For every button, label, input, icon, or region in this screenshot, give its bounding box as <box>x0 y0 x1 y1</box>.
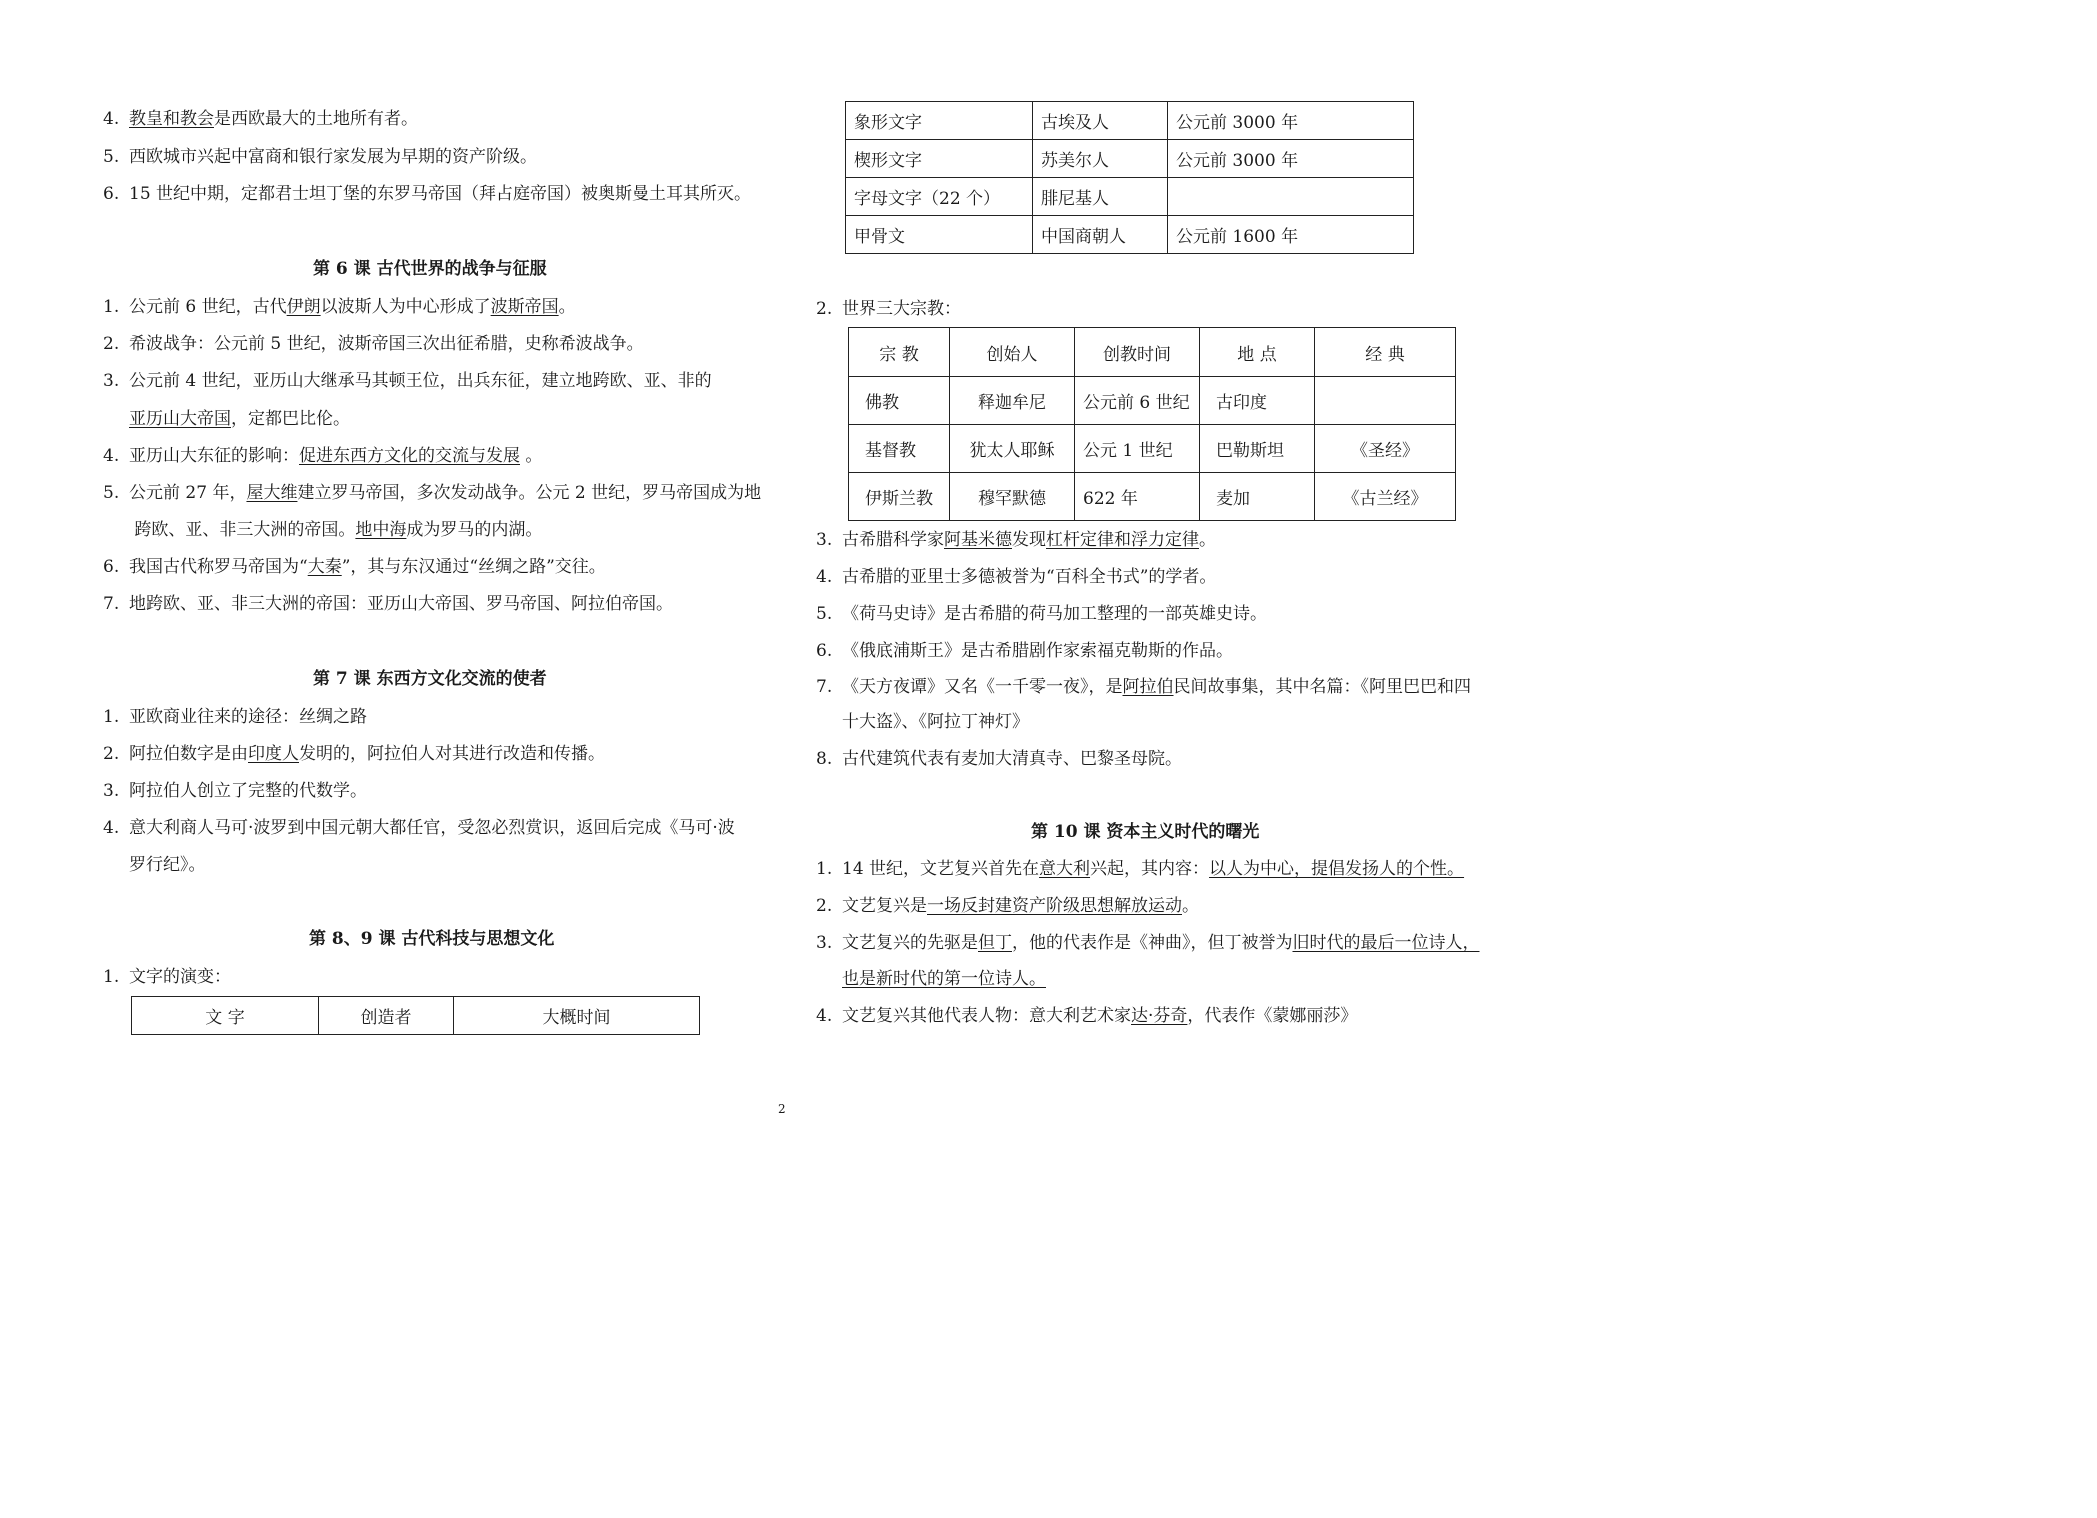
item-text: 兴起，其内容： <box>1090 859 1210 879</box>
item-number: 2. <box>103 334 120 354</box>
list-item <box>816 895 1199 917</box>
table-cell: 释迦牟尼 <box>950 377 1075 425</box>
item-text: ”，其与东汉通过“丝绸之路”交往。 <box>341 557 606 577</box>
list-item <box>103 445 542 467</box>
list-item <box>816 711 1029 733</box>
table-cell: 古埃及人 <box>1033 102 1168 140</box>
item-text: 公元前 6 世纪，古代 <box>129 297 287 317</box>
table-cell: 字母文字（22 个） <box>846 178 1033 216</box>
table-row <box>849 473 1456 521</box>
religion-table <box>848 327 1456 521</box>
item-text: 我国古代称罗马帝国为“ <box>129 557 308 577</box>
underlined-key-term: 达·芬奇 <box>1131 1006 1188 1026</box>
item-text: ，代表作《蒙娜丽莎》 <box>1187 1006 1358 1026</box>
header-cell: 创教时间 <box>1075 328 1200 377</box>
item-number: 2. <box>103 744 120 764</box>
list-item <box>816 566 1216 588</box>
item-number: 7. <box>816 677 833 697</box>
item-text: 文艺复兴其他代表人物：意大利艺术家 <box>842 1006 1131 1026</box>
table-cell: 《古兰经》 <box>1315 473 1456 521</box>
underlined-key-term: 也是新时代的第一位诗人。 <box>842 969 1046 989</box>
item-number: 5. <box>816 604 833 624</box>
table-cell: 腓尼基人 <box>1033 178 1168 216</box>
item-text: 公元前 27 年， <box>129 483 247 503</box>
table-cell: 公元前 3000 年 <box>1168 140 1414 178</box>
table-header-row <box>849 328 1456 377</box>
list-item <box>816 858 1464 880</box>
list-item <box>103 408 350 430</box>
item-number: 3. <box>103 371 120 391</box>
item-text: 公元前 4 世纪，亚历山大继承马其顿王位，出兵东征，建立地跨欧、亚、非的 <box>129 371 712 391</box>
table-cell: 中国商朝人 <box>1033 216 1168 254</box>
writing-table-header <box>131 996 700 1035</box>
item-text: 发明的，阿拉伯人对其进行改造和传播。 <box>299 744 605 764</box>
underlined-key-term: 大秦 <box>307 557 342 577</box>
heading-lesson-8-9: 第 8、9 课 古代科技与思想文化 <box>309 929 555 949</box>
item-number: 3. <box>816 530 833 550</box>
list-item <box>103 743 605 765</box>
table-cell: 基督教 <box>849 425 950 473</box>
table-cell: 公元前 1600 年 <box>1168 216 1414 254</box>
item-number: 8. <box>816 749 833 769</box>
underlined-key-term: 意大利 <box>1039 859 1091 879</box>
list-item <box>103 556 606 578</box>
item-number: 1. <box>103 967 120 987</box>
item-text: 十大盗》、《阿拉丁神灯》 <box>842 712 1029 732</box>
item-text: 希波战争：公元前 5 世纪，波斯帝国三次出征希腊，史称希波战争。 <box>129 334 644 354</box>
list-item <box>103 333 644 355</box>
underlined-key-term: 旧时代的最后一位诗人， <box>1292 933 1480 953</box>
list-item <box>816 603 1267 625</box>
table-row <box>846 178 1414 216</box>
item-text: 世界三大宗教： <box>842 299 961 319</box>
page-number: 2 <box>778 1102 786 1116</box>
underlined-key-term: 地中海 <box>355 520 407 540</box>
list-item <box>103 183 751 205</box>
underlined-key-term: 以人为中心，提倡发扬人的个性。 <box>1209 859 1465 879</box>
item-number: 1. <box>816 859 833 879</box>
table-cell <box>1315 377 1456 425</box>
item-text: 成为罗马的内湖。 <box>406 520 543 540</box>
list-item <box>103 780 367 802</box>
writing-table <box>845 101 1414 254</box>
table-row <box>849 425 1456 473</box>
item-text: ，他的代表作是《神曲》，但丁被誉为 <box>1012 933 1293 953</box>
underlined-key-term: 屋大维 <box>246 483 298 503</box>
heading-lesson-7: 第 7 课 东西方文化交流的使者 <box>313 669 547 689</box>
item-text: 。 <box>1182 896 1199 916</box>
list-item <box>816 676 1471 698</box>
item-number: 1. <box>103 297 120 317</box>
item-text: 文艺复兴是 <box>842 896 927 916</box>
item-text: 罗行纪》。 <box>129 855 206 875</box>
item-text: 古代建筑代表有麦加大清真寺、巴黎圣母院。 <box>842 749 1182 769</box>
underlined-key-term: 亚历山大帝国 <box>129 409 231 429</box>
item-number: 4. <box>816 1006 833 1026</box>
item-number: 5. <box>103 147 120 167</box>
item-text: 15 世纪中期，定都君士坦丁堡的东罗马帝国（拜占庭帝国）被奥斯曼土耳其所灭。 <box>129 184 752 204</box>
table-cell: 伊斯兰教 <box>849 473 950 521</box>
header-cell: 创造者 <box>319 997 454 1035</box>
item-text: 亚欧商业往来的途径：丝绸之路 <box>129 707 367 727</box>
table-cell: 甲骨文 <box>846 216 1033 254</box>
header-cell: 经 典 <box>1315 328 1456 377</box>
item-text: 西欧城市兴起中富商和银行家发展为早期的资产阶级。 <box>129 147 537 167</box>
header-cell: 创始人 <box>950 328 1075 377</box>
item-text: 发现 <box>1012 530 1046 550</box>
item-number: 4. <box>103 818 120 838</box>
heading-lesson-10: 第 10 课 资本主义时代的曙光 <box>1031 822 1260 842</box>
item-text: 《天方夜谭》又名《一千零一夜》，是 <box>842 677 1123 697</box>
underlined-key-term: 促进东西方文化的交流与发展 <box>299 446 520 466</box>
item-text: 。 <box>1199 530 1216 550</box>
underlined-key-term: 阿基米德 <box>944 530 1012 550</box>
underlined-key-term: 一场反封建资产阶级思想解放运动 <box>927 896 1182 916</box>
list-item <box>103 706 367 728</box>
item-number: 2. <box>816 299 833 319</box>
table-cell: 公元 1 世纪 <box>1075 425 1200 473</box>
table-cell: 麦加 <box>1200 473 1315 521</box>
item-text: 阿拉伯人创立了完整的代数学。 <box>129 781 367 801</box>
list-item <box>816 1005 1357 1027</box>
item-number: 7. <box>103 594 120 614</box>
table-row <box>846 102 1414 140</box>
list-item <box>103 370 712 392</box>
table-cell: 公元前 6 世纪 <box>1075 377 1200 425</box>
header-cell: 文 字 <box>132 997 319 1035</box>
table-cell: 622 年 <box>1075 473 1200 521</box>
item-text: 古希腊科学家 <box>842 530 944 550</box>
list-item <box>816 748 1182 770</box>
list-item <box>103 854 206 876</box>
item-number: 6. <box>816 641 833 661</box>
item-number: 3. <box>816 933 833 953</box>
item-number: 6. <box>103 557 120 577</box>
item-number: 4. <box>816 567 833 587</box>
item-text: 建立罗马帝国，多次发动战争。公元 2 世纪，罗马帝国成为地 <box>297 483 762 503</box>
item-text: 古希腊的亚里士多德被誉为“百科全书式”的学者。 <box>842 567 1217 587</box>
table-cell: 楔形文字 <box>846 140 1033 178</box>
list-item <box>816 968 1046 990</box>
item-text: 《俄底浦斯王》是古希腊剧作家索福克勒斯的作品。 <box>842 641 1233 661</box>
header-cell: 大概时间 <box>454 997 700 1035</box>
item-text: 跨欧、亚、非三大洲的帝国。 <box>129 520 356 540</box>
item-text: 文艺复兴的先驱是 <box>842 933 978 953</box>
list-item <box>103 296 576 318</box>
table-cell: 巴勒斯坦 <box>1200 425 1315 473</box>
list-item <box>103 108 418 130</box>
item-text: 。 <box>558 297 576 317</box>
item-number: 3. <box>103 781 120 801</box>
item-number: 4. <box>103 109 120 129</box>
item-number: 4. <box>103 446 120 466</box>
heading-lesson-6: 第 6 课 古代世界的战争与征服 <box>313 259 547 279</box>
item-text: 文字的演变： <box>129 967 231 987</box>
underlined-key-term: 伊朗 <box>286 297 321 317</box>
item-text: 意大利商人马可·波罗到中国元朝大都任官，受忽必烈赏识，返回后完成《马可·波 <box>129 818 735 838</box>
item-text: 。 <box>520 446 543 466</box>
table-cell: 古印度 <box>1200 377 1315 425</box>
underlined-key-term: 杠杆定律和浮力定律 <box>1046 530 1199 550</box>
table-cell: 《圣经》 <box>1315 425 1456 473</box>
list-item <box>816 529 1216 551</box>
list-item <box>103 519 542 541</box>
table-row <box>846 140 1414 178</box>
item-text: 《荷马史诗》是古希腊的荷马加工整理的一部英雄史诗。 <box>842 604 1267 624</box>
item-text: 地跨欧、亚、非三大洲的帝国：亚历山大帝国、罗马帝国、阿拉伯帝国。 <box>129 594 673 614</box>
item-number: 2. <box>816 896 833 916</box>
underlined-key-term: 但丁 <box>978 933 1012 953</box>
list-item <box>103 146 537 168</box>
underlined-key-term: 印度人 <box>248 744 299 764</box>
table-row <box>846 216 1414 254</box>
underlined-key-term: 阿拉伯 <box>1122 677 1174 697</box>
list-item <box>103 817 735 839</box>
item-text: 14 世纪，文艺复兴首先在 <box>842 859 1040 879</box>
table-cell: 象形文字 <box>846 102 1033 140</box>
table-cell: 穆罕默德 <box>950 473 1075 521</box>
underlined-key-term: 教皇和教会 <box>129 109 214 129</box>
item-number: 5. <box>103 483 120 503</box>
list-item <box>816 640 1233 662</box>
item-number: 1. <box>103 707 120 727</box>
list-item <box>816 298 961 320</box>
item-number: 6. <box>103 184 120 204</box>
item-text: 是西欧最大的土地所有者。 <box>214 109 418 129</box>
table-cell: 苏美尔人 <box>1033 140 1168 178</box>
item-text: 亚历山大东征的影响： <box>129 446 299 466</box>
item-text: 阿拉伯数字是由 <box>129 744 248 764</box>
item-text: 民间故事集，其中名篇：《阿里巴巴和四 <box>1173 677 1471 697</box>
list-item <box>103 482 761 504</box>
list-item <box>816 932 1480 954</box>
table-cell: 公元前 3000 年 <box>1168 102 1414 140</box>
header-cell: 宗 教 <box>849 328 950 377</box>
list-item <box>103 966 231 988</box>
list-item <box>103 593 673 615</box>
underlined-key-term: 波斯帝国 <box>490 297 559 317</box>
item-text: ，定都巴比伦。 <box>231 409 350 429</box>
table-cell: 佛教 <box>849 377 950 425</box>
header-cell: 地 点 <box>1200 328 1315 377</box>
item-text: 以波斯人为中心形成了 <box>320 297 491 317</box>
table-cell <box>1168 178 1414 216</box>
table-cell: 犹太人耶稣 <box>950 425 1075 473</box>
table-row <box>849 377 1456 425</box>
